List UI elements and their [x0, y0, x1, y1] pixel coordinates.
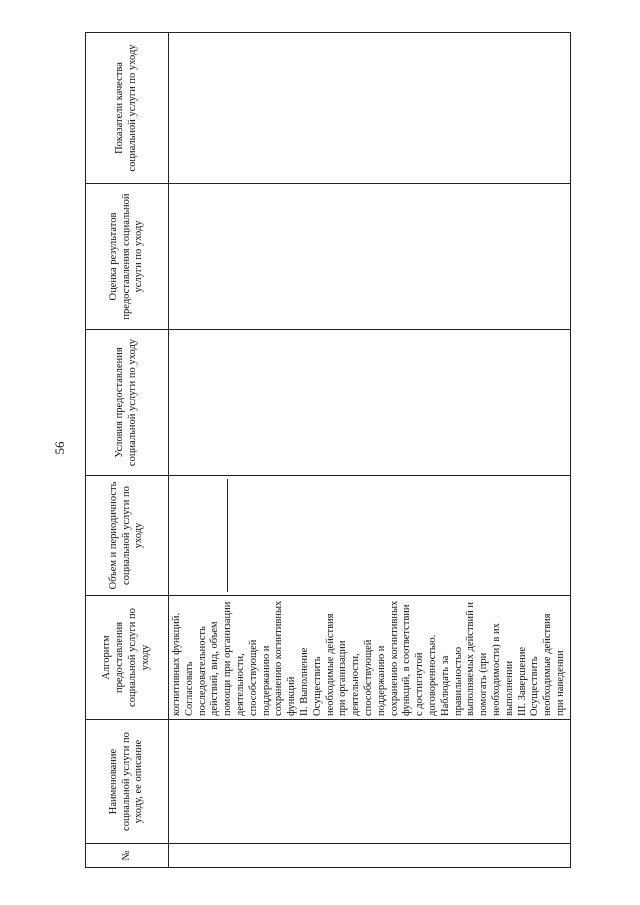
cell-evaluation	[169, 184, 571, 330]
cell-conditions	[169, 330, 571, 476]
services-table	[85, 32, 571, 868]
volume-subcell-top	[171, 479, 228, 592]
header-evaluation: Оценка результатов предоставления социальной услуги по уходу	[86, 184, 169, 330]
cell-number	[169, 844, 571, 868]
cell-volume	[169, 476, 571, 596]
header-algorithm: Алгоритм предоставления социальной услуги по уходу	[86, 596, 169, 720]
page-number: 56	[52, 441, 67, 455]
header-service-name: Наименование социальной услуги по уходу, ее описание	[86, 720, 169, 844]
volume-subcell-bottom	[228, 479, 568, 592]
cell-algorithm: когнитивных функций. Согласовать последовательность действий, вид, объем помощи при организации деятельности, способствующей поддержанию и сохранению когнитивных функций II. Выполнение Осуществить необходимые действия при организации деятельности, способствующей поддержанию и сохранению когнитивных функций, в соответствии с достигнутой договоренностью. Наблюдать за правильностью выполняемых действий и помогать (при необходимости) в их выполнении III. Завершение Осуществить необходимые действия при наведении	[169, 596, 571, 720]
table-header-row	[86, 33, 169, 868]
header-conditions: Условия предоставления социальной услуги по уходу	[86, 330, 169, 476]
rotated-table-container	[85, 33, 566, 868]
cell-quality	[169, 33, 571, 184]
header-quality: Показатели качества социальной услуги по уходу	[86, 33, 169, 184]
cell-service-name	[169, 720, 571, 844]
header-volume: Объем и периодичность социальной услуги по уходу	[86, 476, 169, 596]
table-row	[169, 33, 571, 868]
header-number: №	[86, 844, 169, 868]
